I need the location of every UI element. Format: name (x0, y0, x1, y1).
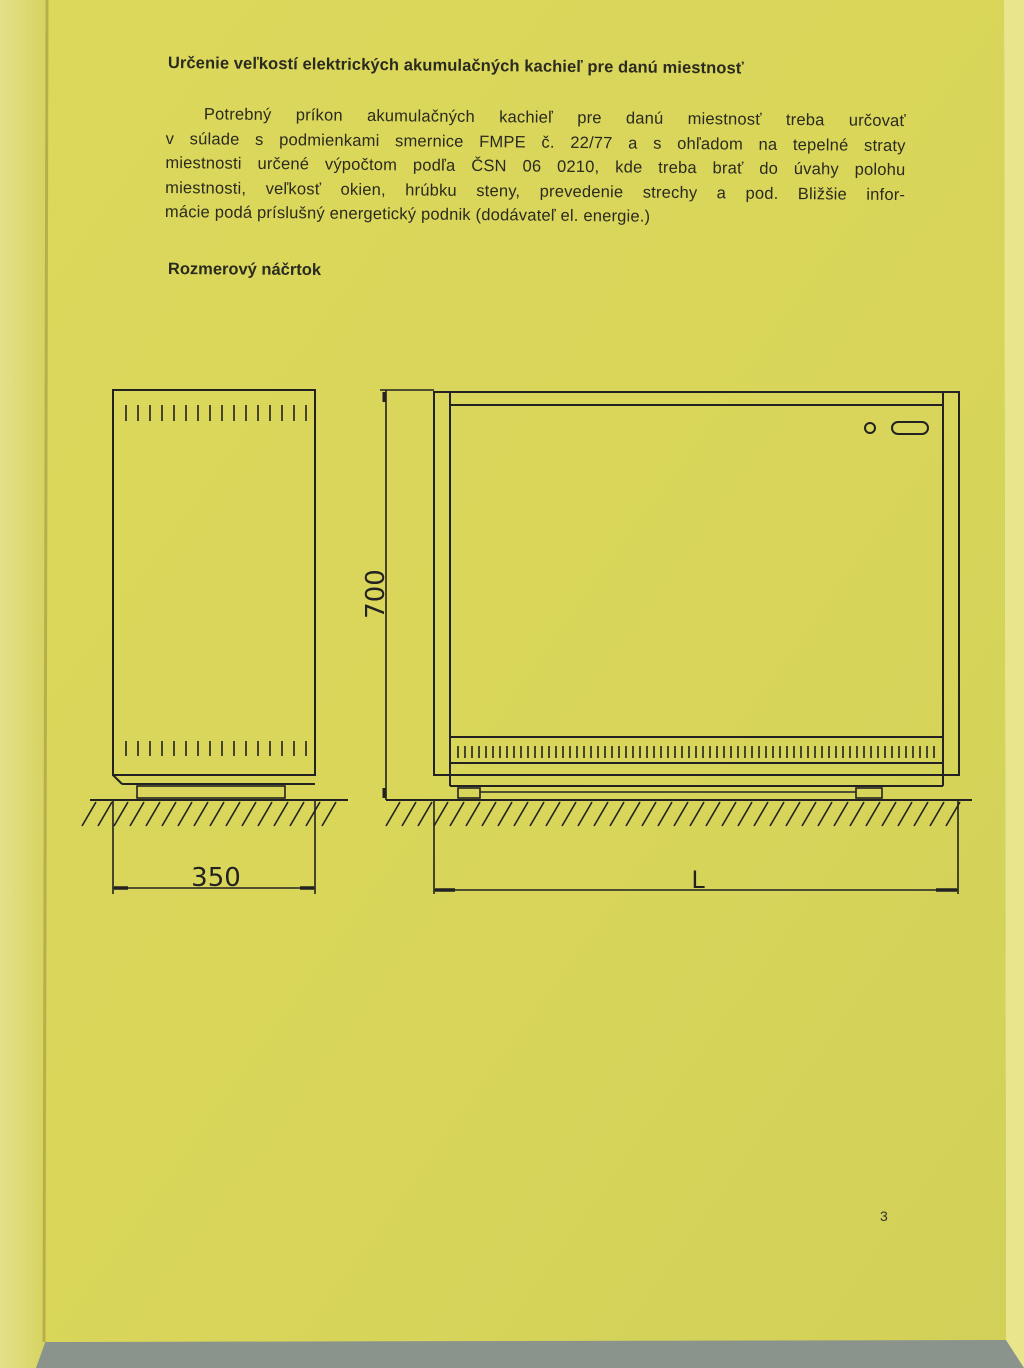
floor-hatch (690, 802, 704, 826)
floor-hatch (738, 802, 752, 826)
paragraph-line: v súlade s podmienkami smernice FMPE č. 22/77 a s ohľadom na tepelné straty (165, 129, 906, 155)
floor-hatch (418, 802, 432, 826)
floor-hatch (914, 802, 928, 826)
floor-hatch (642, 802, 656, 826)
floor-hatch (754, 802, 768, 826)
floor-hatch (594, 802, 608, 826)
paragraph-line: miestnosti určené výpočtom podľa ČSN 06 0210, kde treba brať do úvahy polohu (165, 154, 906, 180)
floor-hatch (706, 802, 720, 826)
section-title: Určenie veľkostí elektrických akumulačných kachieľ pre danú miestnosť (167, 54, 744, 78)
floor-hatch (242, 802, 256, 826)
floor-hatch (146, 802, 160, 826)
floor-hatch (450, 802, 464, 826)
floor-hatch (162, 802, 176, 826)
height-dimension-label: 700 (361, 569, 391, 619)
floor-hatch (402, 802, 416, 826)
floor-hatch (722, 802, 736, 826)
floor-hatch (818, 802, 832, 826)
floor-hatch (530, 802, 544, 826)
floor-hatch (114, 802, 128, 826)
floor-hatch (578, 802, 592, 826)
floor-hatch (546, 802, 560, 826)
page-number: 3 (880, 1208, 888, 1224)
floor-hatch (322, 802, 336, 826)
floor-hatch (386, 802, 400, 826)
floor-hatch (834, 802, 848, 826)
floor-hatch (178, 802, 192, 826)
floor-hatch (258, 802, 272, 826)
floor-hatch (130, 802, 144, 826)
floor-hatch (210, 802, 224, 826)
floor-hatch (610, 802, 624, 826)
floor-hatch (194, 802, 208, 826)
side-view (113, 390, 315, 798)
paragraph-line: mácie podá príslušný energetický podnik (dodávateľ el. energie.) (164, 203, 651, 227)
front-view (434, 392, 959, 798)
floor-hatch (850, 802, 864, 826)
floor-hatch (274, 802, 288, 826)
floor-hatch (786, 802, 800, 826)
floor-hatch (898, 802, 912, 826)
floor-hatch (434, 802, 448, 826)
depth-dimension-label: 350 (191, 863, 241, 893)
floor-hatch (498, 802, 512, 826)
floor-hatch (866, 802, 880, 826)
floor-hatch (82, 802, 96, 826)
length-dimension-label: L (691, 866, 705, 894)
floor-hatch (98, 802, 112, 826)
floor-hatch (562, 802, 576, 826)
floor-hatch (514, 802, 528, 826)
floor-hatch (882, 802, 896, 826)
floor-hatch (658, 802, 672, 826)
floor-hatch (466, 802, 480, 826)
floor-hatch (802, 802, 816, 826)
floor-hatch (306, 802, 320, 826)
floor-hatch (226, 802, 240, 826)
sketch-heading: Rozmerový náčrtok (167, 260, 322, 280)
floor-hatch (626, 802, 640, 826)
floor-hatch (482, 802, 496, 826)
paragraph-line: miestnosti, veľkosť okien, hrúbku steny, prevedenie strechy a pod. Bližšie infor- (165, 178, 906, 204)
floor-hatch (674, 802, 688, 826)
floor-hatch (770, 802, 784, 826)
floor-hatch (290, 802, 304, 826)
paragraph-line: Potrebný príkon akumulačných kachieľ pre danú miestnosť treba určovať (203, 105, 906, 131)
floor-hatch (930, 802, 944, 826)
